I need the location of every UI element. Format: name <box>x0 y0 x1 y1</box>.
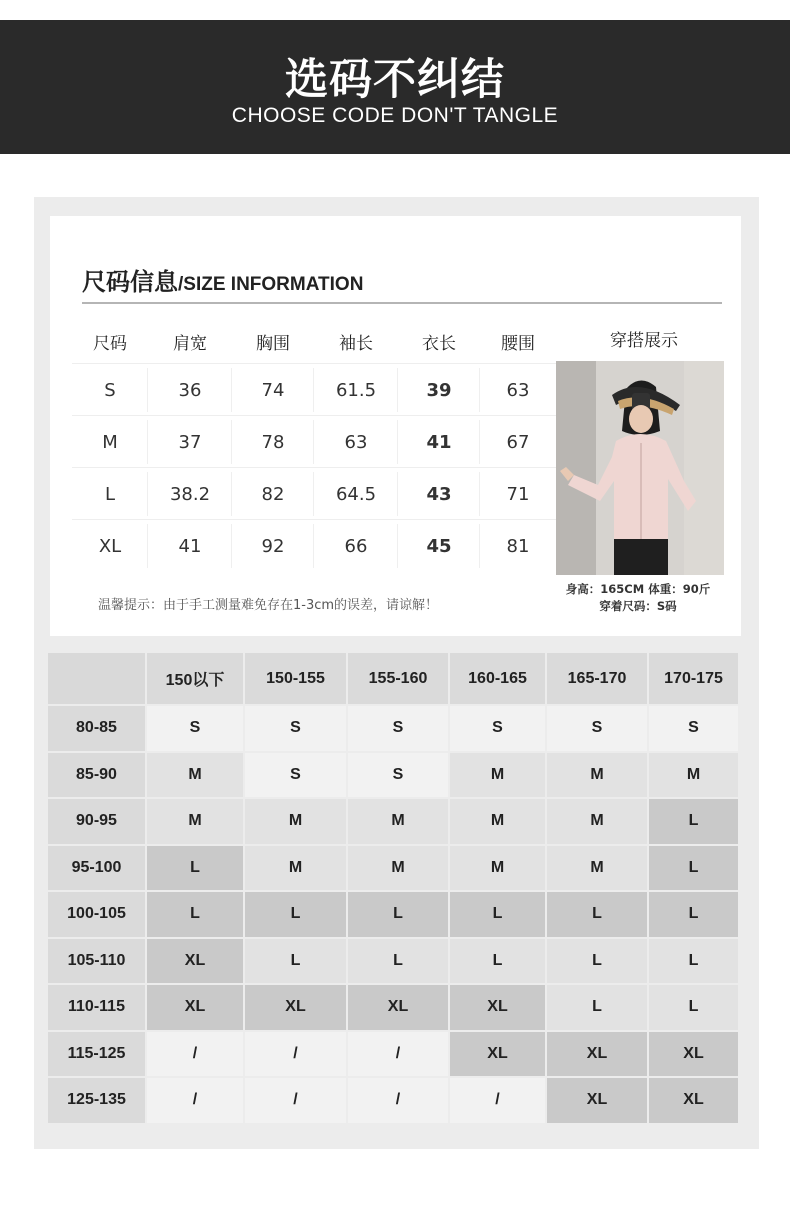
grid-size-cell: M <box>147 753 243 798</box>
grid-size-cell: XL <box>547 1032 647 1077</box>
grid-size-cell: M <box>547 799 647 844</box>
size-info-title-en: /SIZE INFORMATION <box>178 274 364 295</box>
grid-size-cell: XL <box>348 985 448 1030</box>
grid-size-cell: XL <box>450 985 545 1030</box>
size-table-cell: 64.5 <box>314 468 398 520</box>
grid-size-cell: / <box>147 1078 243 1123</box>
size-table-cell: 43 <box>398 468 480 520</box>
banner-subtitle: CHOOSE CODE DON'T TANGLE <box>231 104 559 127</box>
grid-size-cell: L <box>649 799 738 844</box>
grid-size-cell: XL <box>245 985 346 1030</box>
size-table-cell: 41 <box>148 520 232 572</box>
grid-row-header-weight: 125-135 <box>48 1078 145 1123</box>
grid-size-cell: L <box>649 846 738 891</box>
size-table-cell: 82 <box>232 468 314 520</box>
grid-size-cell: M <box>348 799 448 844</box>
grid-column-header-height: 150-155 <box>245 653 346 704</box>
grid-column-header-height: 150以下 <box>147 653 243 704</box>
grid-row-header-weight: 80-85 <box>48 706 145 751</box>
measurement-note: 温馨提示：由于手工测量难免存在1-3cm的误差，请谅解！ <box>98 598 439 613</box>
size-table-cell: 37 <box>148 416 232 468</box>
grid-size-cell: XL <box>547 1078 647 1123</box>
grid-size-cell: M <box>547 753 647 798</box>
grid-size-cell: M <box>348 846 448 891</box>
banner-title: 选码不纠结 <box>285 55 505 105</box>
grid-size-cell: L <box>649 985 738 1030</box>
size-table-cell: S <box>72 364 148 416</box>
size-table-header-row <box>72 318 556 364</box>
grid-size-cell: L <box>547 939 647 984</box>
grid-row-header-weight: 100-105 <box>48 892 145 937</box>
size-table-cell: 81 <box>506 535 530 557</box>
grid-size-cell: L <box>245 939 346 984</box>
size-table-cell: 74 <box>232 364 314 416</box>
size-table-cell: 61.5 <box>314 364 398 416</box>
size-table-cell: 41 <box>398 416 480 468</box>
size-recommendation-grid <box>48 653 740 1130</box>
grid-size-cell: L <box>450 939 545 984</box>
grid-size-cell: / <box>348 1032 448 1077</box>
size-table-row <box>72 416 556 468</box>
grid-size-cell: XL <box>649 1078 738 1123</box>
grid-size-cell: L <box>547 892 647 937</box>
grid-column-header-height: 170-175 <box>649 653 738 704</box>
grid-row-header-weight: 85-90 <box>48 753 145 798</box>
model-caption-size: 穿着尺码：S码 <box>599 599 677 613</box>
grid-size-cell: / <box>450 1078 545 1123</box>
size-info-title-cn: 尺码信息 <box>82 268 178 296</box>
size-table-cell: 38.2 <box>148 468 232 520</box>
size-info-title <box>82 262 363 297</box>
grid-size-cell: S <box>245 706 346 751</box>
grid-size-cell: M <box>245 799 346 844</box>
grid-column-header-height: 160-165 <box>450 653 545 704</box>
grid-size-cell: L <box>348 939 448 984</box>
grid-size-cell: L <box>450 892 545 937</box>
size-table-cell: 36 <box>148 364 232 416</box>
grid-row-header-weight: 110-115 <box>48 985 145 1030</box>
size-table-cell: M <box>72 416 148 468</box>
size-table-cell: 71 <box>506 483 530 505</box>
grid-size-cell: XL <box>450 1032 545 1077</box>
model-caption-height-weight: 身高：165CM 体重：90斤 <box>565 582 711 596</box>
grid-size-cell: S <box>245 753 346 798</box>
size-table-header-cell: 尺码 <box>93 333 127 354</box>
grid-size-cell: S <box>649 706 738 751</box>
grid-row-header-weight: 90-95 <box>48 799 145 844</box>
grid-size-cell: XL <box>147 939 243 984</box>
grid-size-cell: S <box>147 706 243 751</box>
size-table-header-cell: 腰围 <box>501 333 535 354</box>
size-table-cell: 39 <box>398 364 480 416</box>
grid-size-cell: S <box>348 753 448 798</box>
grid-size-cell: M <box>450 799 545 844</box>
size-table-cell: 66 <box>314 520 398 572</box>
model-photo <box>556 361 724 575</box>
size-table-row <box>72 520 556 572</box>
grid-size-cell: L <box>348 892 448 937</box>
grid-size-cell: L <box>147 892 243 937</box>
grid-size-cell: / <box>245 1032 346 1077</box>
grid-row-header-weight: 105-110 <box>48 939 145 984</box>
grid-size-cell: S <box>547 706 647 751</box>
size-table-cell: 63 <box>506 379 530 401</box>
grid-size-cell: S <box>348 706 448 751</box>
grid-column-header-height: 165-170 <box>547 653 647 704</box>
grid-size-cell: M <box>547 846 647 891</box>
grid-size-cell: M <box>649 753 738 798</box>
grid-size-cell: L <box>649 892 738 937</box>
size-table-cell: XL <box>72 520 148 572</box>
grid-size-cell: / <box>147 1032 243 1077</box>
size-table-cell: 67 <box>506 431 530 453</box>
grid-size-cell: L <box>147 846 243 891</box>
size-table-cell: 45 <box>398 520 480 572</box>
grid-size-cell: XL <box>649 1032 738 1077</box>
size-table-row <box>72 364 556 416</box>
grid-size-cell: XL <box>147 985 243 1030</box>
grid-size-cell: L <box>547 985 647 1030</box>
size-table-cell: 63 <box>314 416 398 468</box>
grid-size-cell: M <box>245 846 346 891</box>
size-table-header-cell: 袖长 <box>339 333 373 354</box>
size-table-header-cell: 衣长 <box>422 333 456 354</box>
grid-row-header-weight: 115-125 <box>48 1032 145 1077</box>
grid-size-cell: M <box>450 846 545 891</box>
grid-size-cell: / <box>348 1078 448 1123</box>
grid-column-header-height: 155-160 <box>348 653 448 704</box>
grid-size-cell: / <box>245 1078 346 1123</box>
title-divider <box>82 302 722 304</box>
size-table-header-cell: 肩宽 <box>173 333 207 354</box>
grid-size-cell: M <box>450 753 545 798</box>
outfit-display-label: 穿搭展示 <box>610 331 678 351</box>
grid-size-cell: L <box>649 939 738 984</box>
grid-size-cell: L <box>245 892 346 937</box>
size-table-cell: 92 <box>232 520 314 572</box>
grid-size-cell: M <box>147 799 243 844</box>
grid-row-header-weight: 95-100 <box>48 846 145 891</box>
model-photo-illustration <box>556 361 724 575</box>
grid-corner-cell <box>48 653 145 704</box>
size-table-header-cell: 胸围 <box>256 333 290 354</box>
size-table-row <box>72 468 556 520</box>
grid-size-cell: S <box>450 706 545 751</box>
size-table-cell: L <box>72 468 148 520</box>
size-table-cell: 78 <box>232 416 314 468</box>
